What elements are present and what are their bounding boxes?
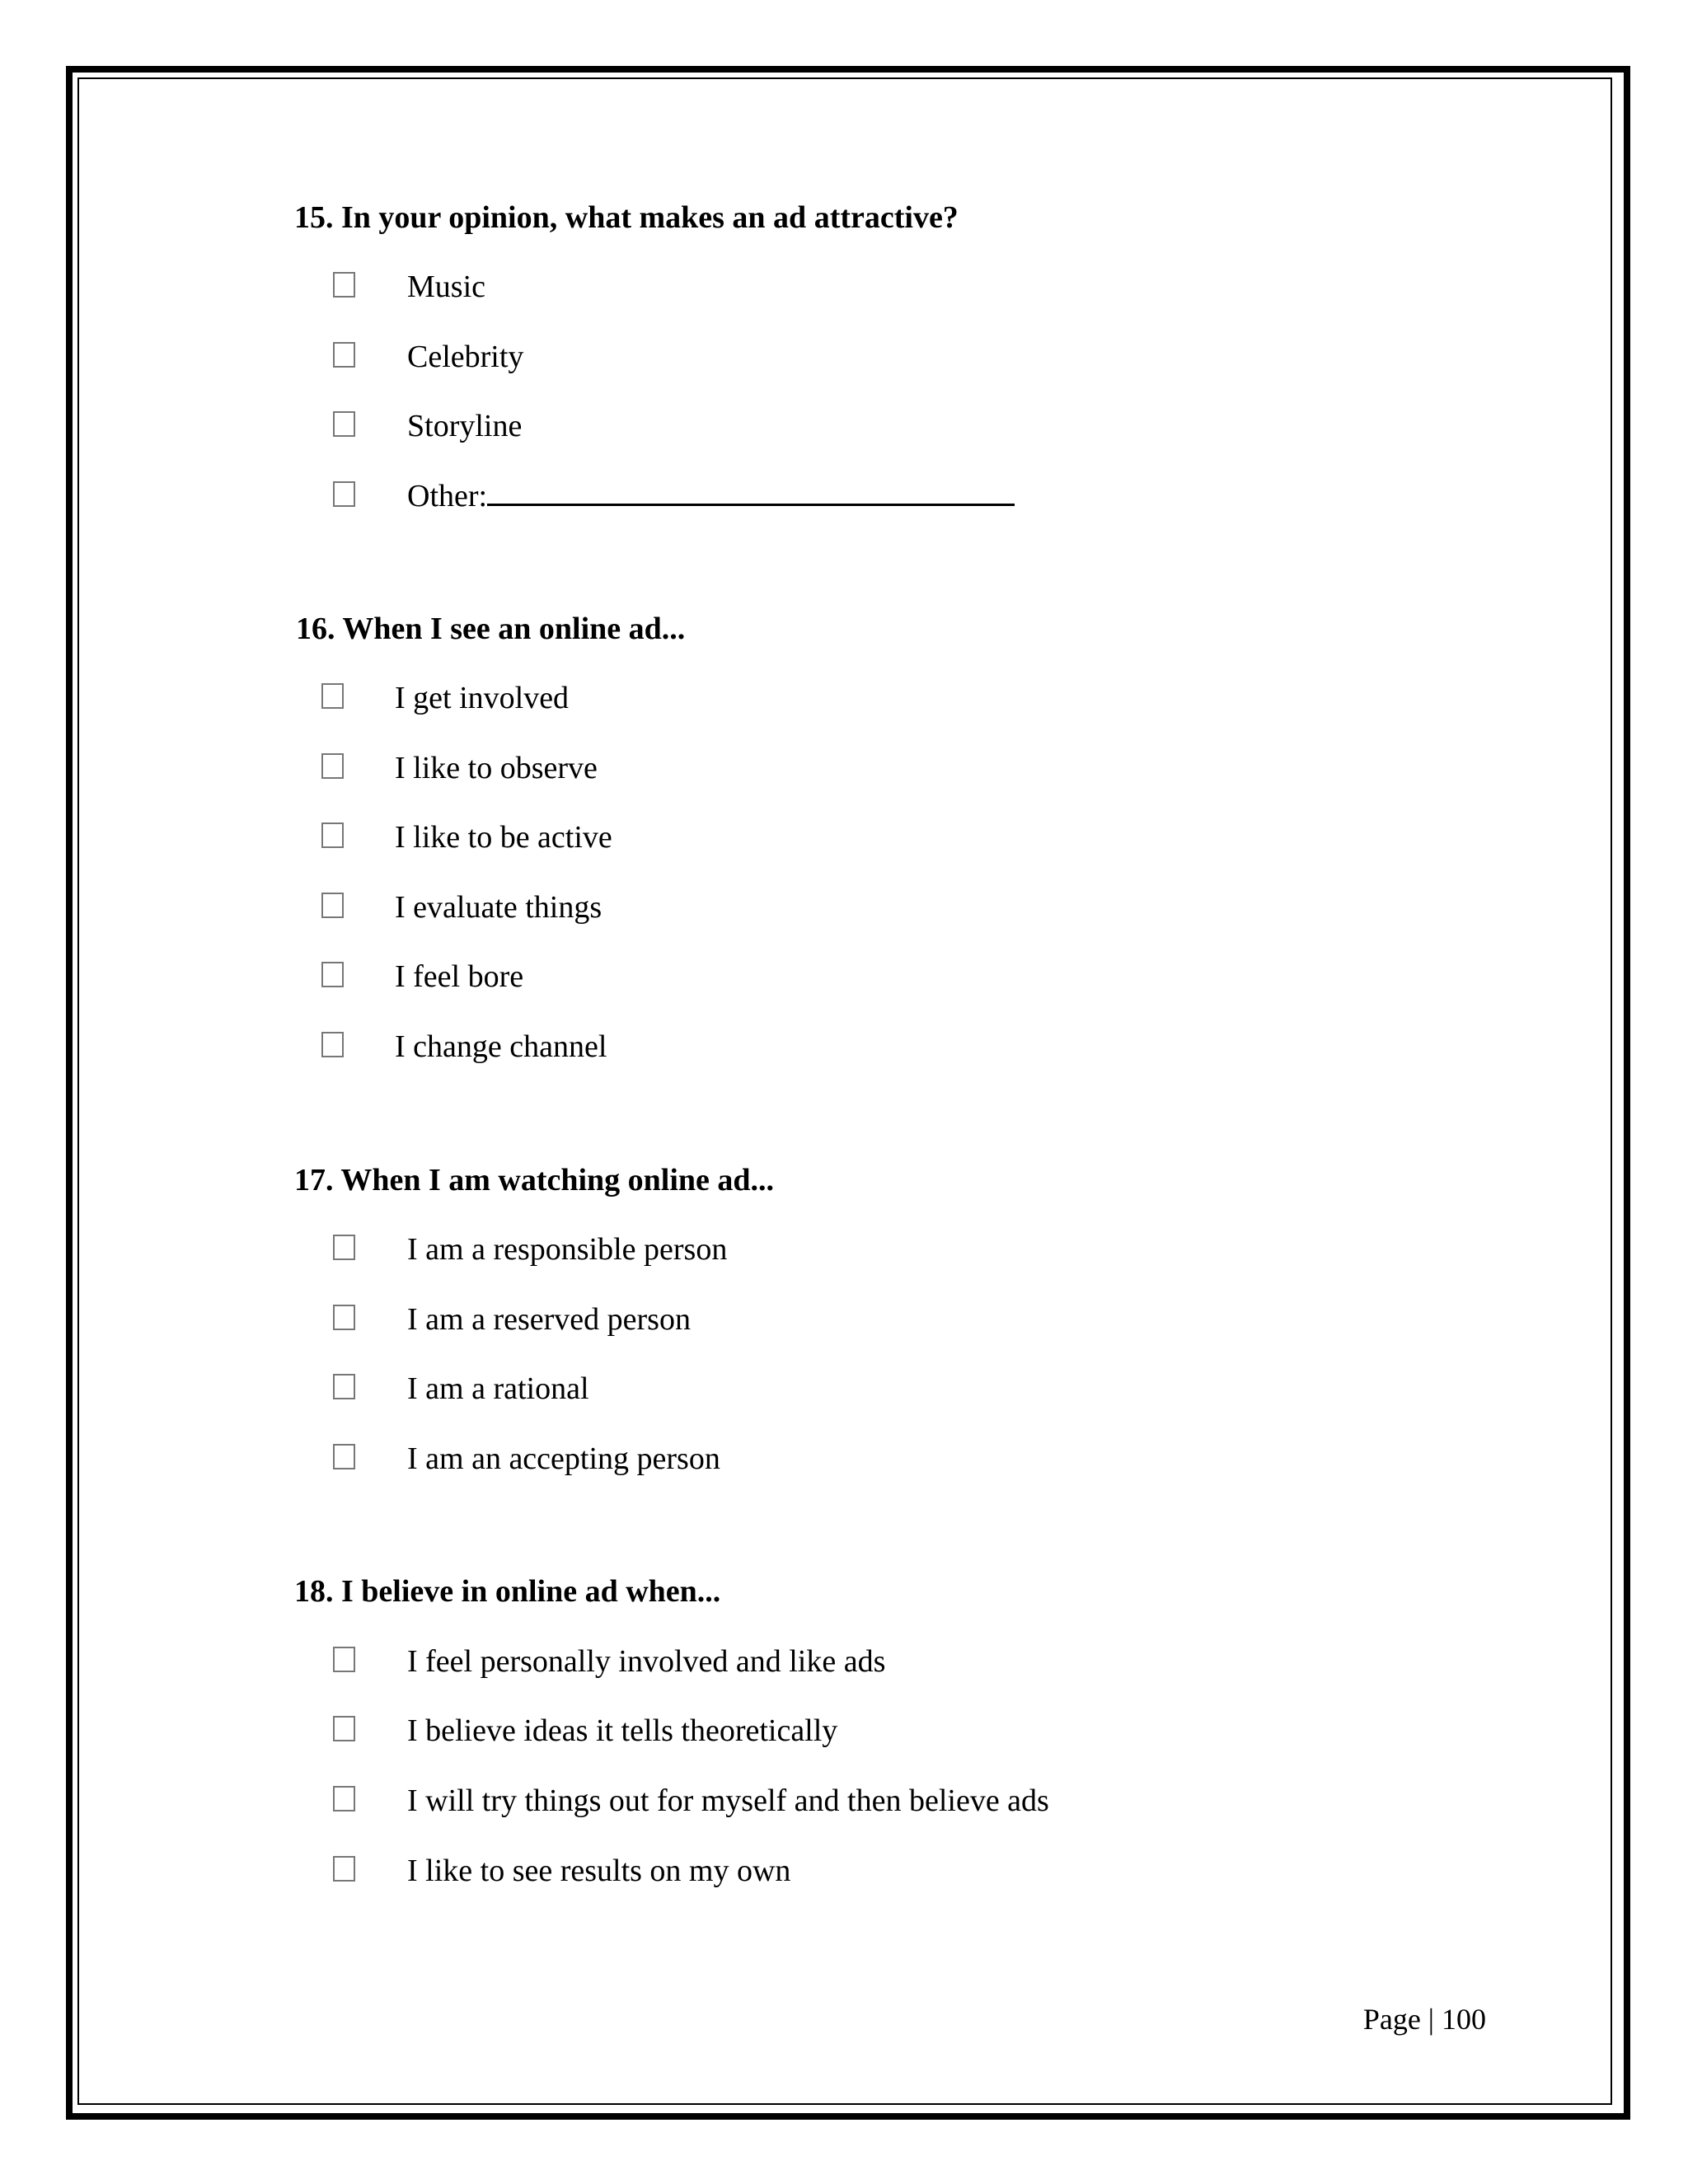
- checkbox[interactable]: [333, 1444, 355, 1469]
- checkbox[interactable]: [321, 683, 344, 709]
- option-label: I am a responsible person: [407, 1232, 728, 1267]
- question-18-title: 18. I believe in online ad when...: [294, 1574, 721, 1609]
- option-label: I am an accepting person: [407, 1441, 720, 1476]
- checkbox[interactable]: [333, 272, 355, 298]
- option-label: I like to see results on my own: [407, 1854, 791, 1888]
- page-number: Page | 100: [1362, 2003, 1486, 2036]
- checkbox[interactable]: [333, 481, 355, 507]
- question-15-title: 15. In your opinion, what makes an ad attractive?: [294, 200, 959, 235]
- checkbox[interactable]: [321, 962, 344, 987]
- checkbox[interactable]: [333, 1647, 355, 1672]
- checkbox[interactable]: [321, 823, 344, 848]
- checkbox[interactable]: [333, 1374, 355, 1399]
- checkbox[interactable]: [321, 893, 344, 918]
- option-label: I am a rational: [407, 1371, 589, 1406]
- option-other-wrapper: [407, 478, 1015, 514]
- option-label: I like to observe: [395, 751, 598, 785]
- checkbox[interactable]: [333, 1716, 355, 1741]
- question-17-title: 17. When I am watching online ad...: [294, 1163, 775, 1197]
- option-label: I evaluate things: [395, 890, 603, 925]
- option-label: I feel personally involved and like ads: [407, 1644, 886, 1679]
- option-label: I believe ideas it tells theoretically: [407, 1713, 838, 1748]
- option-label: I will try things out for myself and then believe ads: [407, 1783, 1049, 1818]
- option-label: Storyline: [407, 409, 523, 443]
- checkbox[interactable]: [333, 1856, 355, 1882]
- checkbox[interactable]: [321, 753, 344, 779]
- option-label: I get involved: [395, 681, 570, 715]
- question-16-title: 16. When I see an online ad...: [296, 612, 686, 646]
- checkbox[interactable]: [333, 342, 355, 368]
- option-label: Other:: [407, 479, 488, 513]
- option-label: I am a reserved person: [407, 1302, 691, 1337]
- checkbox[interactable]: [333, 1305, 355, 1330]
- checkbox[interactable]: [321, 1032, 344, 1057]
- option-label: I like to be active: [395, 820, 612, 855]
- option-label: I feel bore: [395, 959, 524, 994]
- option-label: I change channel: [395, 1029, 607, 1064]
- checkbox[interactable]: [333, 1786, 355, 1811]
- option-label: Celebrity: [407, 340, 524, 374]
- other-fill-in-line[interactable]: [487, 479, 1015, 506]
- option-label: Music: [407, 269, 485, 304]
- checkbox[interactable]: [333, 1235, 355, 1260]
- checkbox[interactable]: [333, 411, 355, 437]
